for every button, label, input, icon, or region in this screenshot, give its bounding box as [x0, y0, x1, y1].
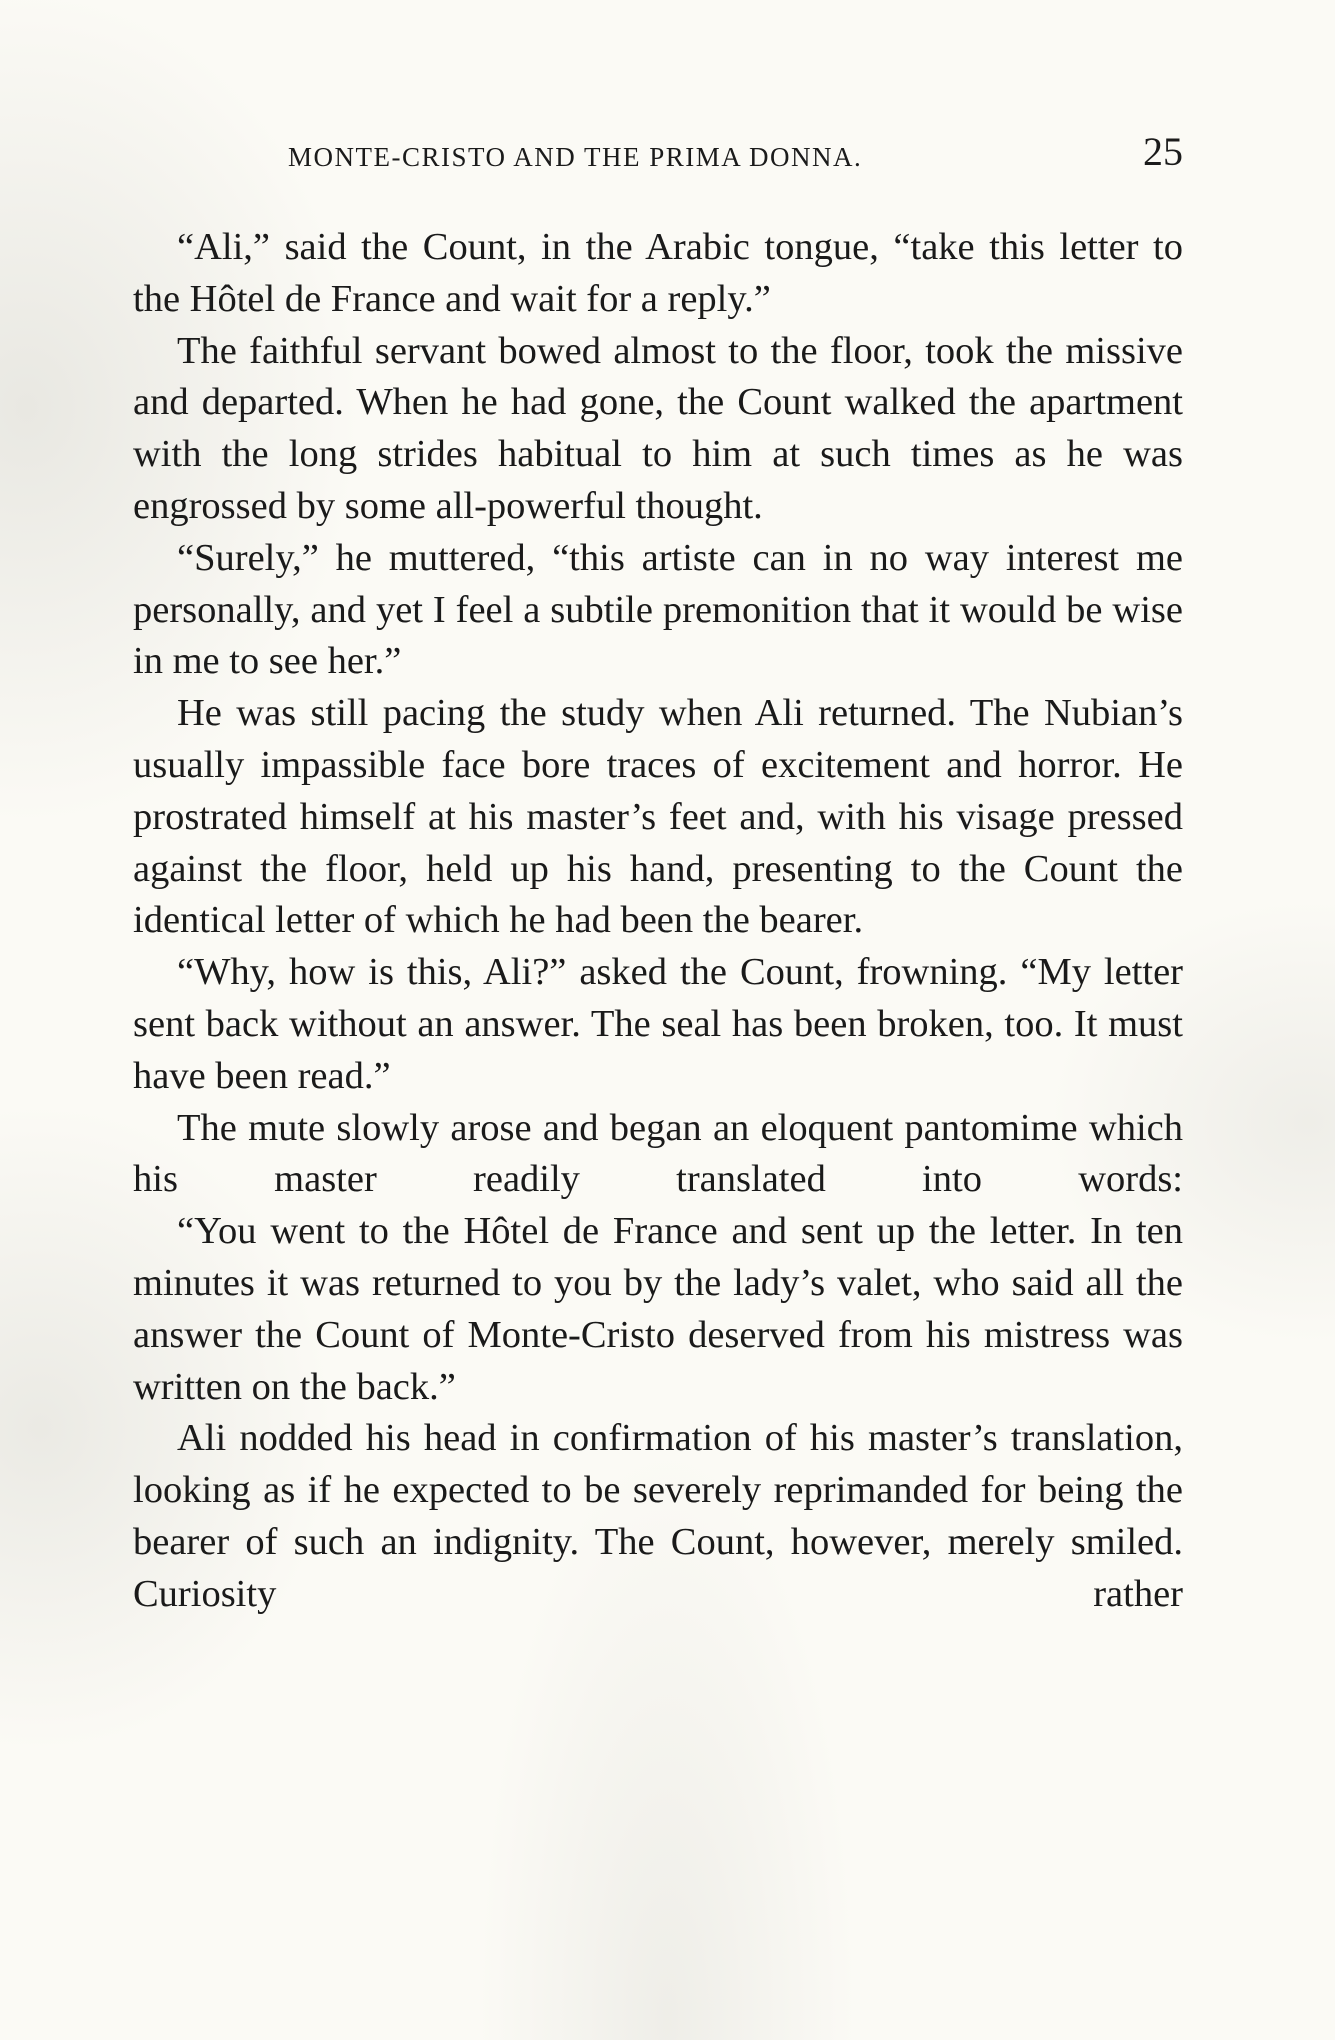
body-text — [133, 222, 1183, 1621]
paragraph: The mute slowly arose and began an eloquent pantomime which his master readily translated into words: — [133, 1106, 1183, 1201]
paragraph: “Why, how is this, Ali?” asked the Count, frowning. “My letter sent back without an answer. The seal has been broken, too. It must have been read.” — [133, 951, 1183, 1097]
paragraph: Ali nodded his head in confirmation of his master’s translation, looking as if he expected to be severely reprimanded for being the bearer of such an indignity. The Count, however, merely smiled. Curiosity rather — [133, 1417, 1183, 1615]
paragraph: He was still pacing the study when Ali returned. The Nubian’s usually impassible face bore traces of excitement and horror. He prostrated himself at his master’s feet and, with his visage pressed against the floor, held up his hand, presenting to the Count the identical letter of which he had been the bearer. — [133, 692, 1183, 942]
page-number: 25 — [1143, 129, 1183, 174]
paragraph: “Ali,” said the Count, in the Arabic tongue, “take this letter to the Hôtel de France and wait for a reply.” — [133, 226, 1183, 320]
running-header — [133, 129, 1183, 182]
paragraph: The faithful servant bowed almost to the floor, took the missive and departed. When he had gone, the Count walked the apartment with the long strides habitual to him at such times as he was engrossed by some all-powerful thought. — [133, 329, 1183, 527]
running-title: MONTE-CRISTO AND THE PRIMA DONNA. — [288, 142, 863, 172]
paragraph: “Surely,” he muttered, “this artiste can in no way interest me personally, and yet I feel a subtile premonition that it would be wise in me to see her.” — [133, 536, 1183, 683]
paragraph: “You went to the Hôtel de France and sent up the letter. In ten minutes it was returned to you by the lady’s valet, who said all the answer the Count of Monte-Cristo deserved from his mistress was written on the back.” — [133, 1210, 1183, 1408]
